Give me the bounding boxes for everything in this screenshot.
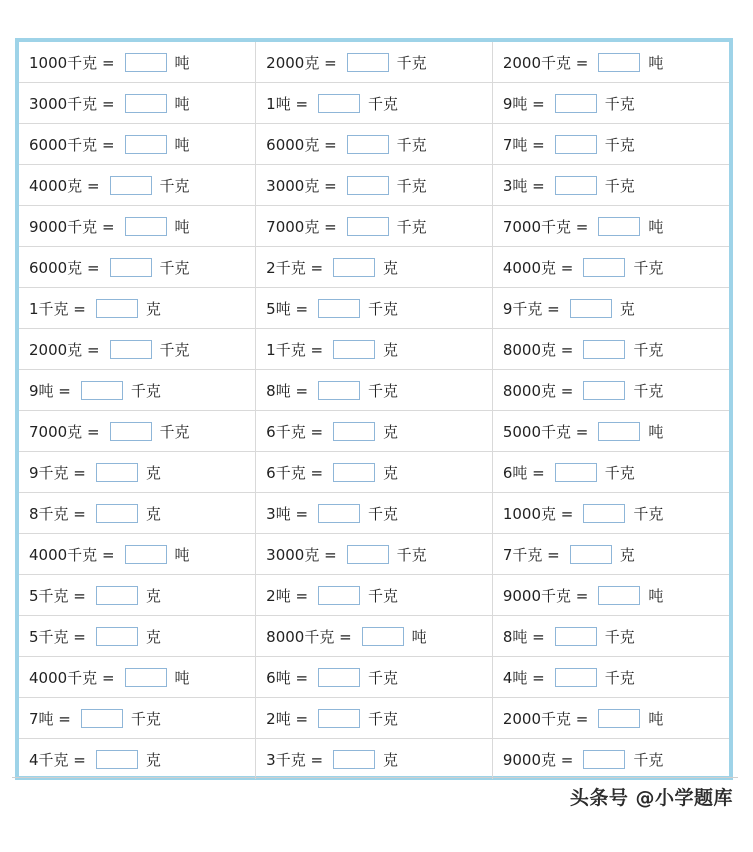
- problem-question: 2000千克 =: [502, 709, 589, 728]
- answer-box[interactable]: [583, 381, 625, 400]
- problem-unit: 吨: [174, 545, 190, 564]
- problem-cell: [256, 657, 493, 698]
- problem-cell: [256, 370, 493, 411]
- problem-question: 1千克 =: [266, 340, 324, 359]
- problem-question: 7千克 =: [502, 545, 560, 564]
- problem-question: 8吨 =: [502, 627, 545, 646]
- answer-box[interactable]: [333, 422, 375, 441]
- answer-box[interactable]: [96, 504, 138, 523]
- problem-cell: [256, 575, 493, 616]
- problem-question: 5000千克 =: [502, 422, 589, 441]
- answer-box[interactable]: [125, 217, 167, 236]
- answer-box[interactable]: [110, 340, 152, 359]
- problem-question: 1000千克 =: [29, 53, 115, 72]
- problem-question: 4吨 =: [502, 668, 545, 687]
- answer-box[interactable]: [555, 135, 597, 154]
- problem-unit: 吨: [174, 668, 190, 687]
- answer-box[interactable]: [125, 668, 167, 687]
- answer-box[interactable]: [598, 422, 640, 441]
- answer-box[interactable]: [598, 586, 640, 605]
- problem-question: 7000克 =: [29, 422, 100, 441]
- problem-cell: [19, 452, 256, 493]
- problem-question: 9000千克 =: [502, 586, 589, 605]
- answer-box[interactable]: [96, 750, 138, 769]
- problem-question: 5千克 =: [29, 586, 86, 605]
- answer-box[interactable]: [598, 709, 640, 728]
- problem-question: 7000克 =: [266, 217, 337, 236]
- problem-cell: [492, 575, 729, 616]
- answer-box[interactable]: [110, 258, 152, 277]
- problem-question: 7吨 =: [502, 135, 545, 154]
- table-row: [19, 493, 729, 534]
- problem-unit: 千克: [604, 94, 635, 113]
- problem-unit: 千克: [396, 545, 427, 564]
- problem-unit: 千克: [396, 217, 427, 236]
- problem-cell: [492, 206, 729, 247]
- table-row: [19, 247, 729, 288]
- table-row: [19, 616, 729, 657]
- problem-unit: 克: [383, 422, 399, 441]
- table-row: [19, 165, 729, 206]
- table-row: [19, 739, 729, 780]
- problem-unit: 克: [145, 750, 161, 769]
- table-row: [19, 42, 729, 83]
- problem-cell: [492, 83, 729, 124]
- problem-unit: 千克: [633, 340, 664, 359]
- problem-unit: 克: [383, 340, 399, 359]
- problem-cell: [492, 329, 729, 370]
- problem-unit: 千克: [604, 135, 635, 154]
- problem-unit: 吨: [174, 53, 190, 72]
- answer-box[interactable]: [555, 94, 597, 113]
- answer-box[interactable]: [570, 299, 612, 318]
- problem-cell: [256, 616, 493, 657]
- table-row: [19, 411, 729, 452]
- problem-cell: [256, 411, 493, 452]
- problem-unit: 吨: [648, 709, 664, 728]
- problem-question: 6000克 =: [29, 258, 100, 277]
- problem-unit: 千克: [159, 422, 190, 441]
- answer-box[interactable]: [347, 217, 389, 236]
- problem-unit: 千克: [604, 463, 635, 482]
- problem-unit: 吨: [174, 94, 190, 113]
- problem-unit: 千克: [633, 258, 664, 277]
- problem-cell: [256, 329, 493, 370]
- problem-question: 4000千克 =: [29, 545, 115, 564]
- problem-question: 9吨 =: [29, 381, 71, 400]
- problem-cell: [492, 616, 729, 657]
- problem-question: 6千克 =: [266, 463, 324, 482]
- problem-question: 9000千克 =: [29, 217, 115, 236]
- problem-cell: [19, 739, 256, 780]
- problem-cell: [492, 124, 729, 165]
- answer-box[interactable]: [125, 135, 167, 154]
- problem-question: 8000克 =: [502, 340, 574, 359]
- answer-box[interactable]: [347, 135, 389, 154]
- problem-unit: 克: [383, 750, 399, 769]
- table-row: [19, 83, 729, 124]
- problem-question: 5千克 =: [29, 627, 86, 646]
- problem-question: 9千克 =: [29, 463, 86, 482]
- problem-unit: 千克: [633, 504, 664, 523]
- answer-box[interactable]: [333, 750, 375, 769]
- answer-box[interactable]: [125, 94, 167, 113]
- problem-cell: [492, 493, 729, 534]
- answer-box[interactable]: [110, 176, 152, 195]
- problem-question: 9千克 =: [502, 299, 560, 318]
- problem-question: 3吨 =: [502, 176, 545, 195]
- problem-unit: 吨: [648, 586, 664, 605]
- problem-question: 8000克 =: [502, 381, 574, 400]
- problem-question: 4000克 =: [502, 258, 574, 277]
- problem-cell: [19, 657, 256, 698]
- problem-question: 4000千克 =: [29, 668, 115, 687]
- problem-cell: [492, 411, 729, 452]
- answer-box[interactable]: [555, 463, 597, 482]
- problem-unit: 千克: [368, 94, 399, 113]
- problem-cell: [492, 698, 729, 739]
- problem-question: 7000千克 =: [502, 217, 589, 236]
- answer-box[interactable]: [555, 627, 597, 646]
- table-row: [19, 329, 729, 370]
- problem-cell: [19, 616, 256, 657]
- problem-cell: [256, 534, 493, 575]
- answer-box[interactable]: [125, 53, 167, 72]
- conversion-table: [19, 42, 729, 779]
- problem-unit: 克: [619, 299, 635, 318]
- answer-box[interactable]: [583, 340, 625, 359]
- table-row: [19, 124, 729, 165]
- table-row: [19, 370, 729, 411]
- answer-box[interactable]: [362, 627, 404, 646]
- problem-unit: 吨: [411, 627, 427, 646]
- problem-cell: [492, 42, 729, 83]
- problem-unit: 千克: [368, 504, 399, 523]
- problem-cell: [256, 83, 493, 124]
- problem-question: 4千克 =: [29, 750, 86, 769]
- problem-question: 8000千克 =: [266, 627, 352, 646]
- answer-box[interactable]: [318, 586, 360, 605]
- problem-cell: [492, 247, 729, 288]
- table-row: [19, 206, 729, 247]
- problem-unit: 千克: [159, 340, 190, 359]
- problem-question: 2000千克 =: [502, 53, 589, 72]
- answer-box[interactable]: [318, 299, 360, 318]
- problem-unit: 克: [145, 463, 161, 482]
- problem-cell: [256, 124, 493, 165]
- answer-box[interactable]: [318, 709, 360, 728]
- problem-unit: 吨: [648, 217, 664, 236]
- problem-unit: 千克: [368, 709, 399, 728]
- problem-cell: [256, 452, 493, 493]
- answer-box[interactable]: [570, 545, 612, 564]
- answer-box[interactable]: [110, 422, 152, 441]
- problem-cell: [19, 698, 256, 739]
- problem-unit: 千克: [604, 176, 635, 195]
- problem-unit: 吨: [648, 422, 664, 441]
- problem-unit: 千克: [604, 668, 635, 687]
- problem-cell: [492, 288, 729, 329]
- answer-box[interactable]: [583, 504, 625, 523]
- problem-unit: 千克: [130, 709, 161, 728]
- problem-question: 3千克 =: [266, 750, 324, 769]
- problem-cell: [19, 124, 256, 165]
- problem-question: 6吨 =: [502, 463, 545, 482]
- problem-unit: 千克: [633, 381, 664, 400]
- answer-box[interactable]: [333, 340, 375, 359]
- answer-box[interactable]: [583, 750, 625, 769]
- problem-question: 3吨 =: [266, 504, 309, 523]
- problem-cell: [19, 165, 256, 206]
- problem-cell: [256, 288, 493, 329]
- problem-unit: 克: [145, 627, 161, 646]
- problem-unit: 克: [145, 586, 161, 605]
- problem-cell: [492, 452, 729, 493]
- problem-cell: [19, 329, 256, 370]
- table-row: [19, 452, 729, 493]
- answer-box[interactable]: [598, 217, 640, 236]
- answer-box[interactable]: [333, 463, 375, 482]
- problem-unit: 千克: [368, 586, 399, 605]
- problem-cell: [256, 42, 493, 83]
- problem-question: 6000克 =: [266, 135, 337, 154]
- problem-question: 1吨 =: [266, 94, 309, 113]
- problem-cell: [256, 247, 493, 288]
- problem-cell: [19, 411, 256, 452]
- answer-box[interactable]: [318, 94, 360, 113]
- problem-unit: 克: [145, 504, 161, 523]
- problem-question: 2吨 =: [266, 586, 309, 605]
- answer-box[interactable]: [347, 545, 389, 564]
- problem-cell: [19, 370, 256, 411]
- problem-question: 2吨 =: [266, 709, 309, 728]
- problem-cell: [19, 534, 256, 575]
- problem-unit: 千克: [159, 258, 190, 277]
- problem-cell: [19, 42, 256, 83]
- answer-box[interactable]: [81, 709, 123, 728]
- problem-cell: [492, 370, 729, 411]
- problem-cell: [19, 575, 256, 616]
- answer-box[interactable]: [125, 545, 167, 564]
- table-row: [19, 698, 729, 739]
- problem-unit: 千克: [130, 381, 161, 400]
- problem-question: 8千克 =: [29, 504, 86, 523]
- answer-box[interactable]: [318, 504, 360, 523]
- problem-question: 1000克 =: [502, 504, 574, 523]
- problem-cell: [256, 698, 493, 739]
- problem-question: 1千克 =: [29, 299, 86, 318]
- problem-question: 3000克 =: [266, 176, 337, 195]
- problem-question: 9000克 =: [502, 750, 574, 769]
- problem-unit: 吨: [174, 135, 190, 154]
- answer-box[interactable]: [96, 463, 138, 482]
- answer-box[interactable]: [96, 586, 138, 605]
- bottom-divider: [12, 777, 738, 778]
- problem-cell: [19, 493, 256, 534]
- answer-box[interactable]: [96, 299, 138, 318]
- problem-cell: [492, 657, 729, 698]
- problem-cell: [19, 288, 256, 329]
- problem-unit: 克: [383, 258, 399, 277]
- table-row: [19, 288, 729, 329]
- problem-question: 2千克 =: [266, 258, 324, 277]
- watermark-text: 头条号 @小学题库: [569, 787, 733, 809]
- problem-unit: 千克: [368, 381, 399, 400]
- problem-question: 8吨 =: [266, 381, 309, 400]
- answer-box[interactable]: [555, 668, 597, 687]
- problem-cell: [492, 534, 729, 575]
- problem-unit: 千克: [396, 176, 427, 195]
- problem-question: 7吨 =: [29, 709, 71, 728]
- answer-box[interactable]: [598, 53, 640, 72]
- problem-question: 6吨 =: [266, 668, 309, 687]
- problem-cell: [492, 739, 729, 780]
- problem-unit: 千克: [604, 627, 635, 646]
- problem-cell: [19, 247, 256, 288]
- problem-question: 6千克 =: [266, 422, 324, 441]
- problem-question: 4000克 =: [29, 176, 100, 195]
- problem-question: 9吨 =: [502, 94, 545, 113]
- problem-unit: 克: [145, 299, 161, 318]
- problem-unit: 千克: [633, 750, 664, 769]
- problem-cell: [19, 206, 256, 247]
- table-row: [19, 657, 729, 698]
- problem-cell: [256, 739, 493, 780]
- problem-unit: 千克: [368, 668, 399, 687]
- problem-question: 3000千克 =: [29, 94, 115, 113]
- answer-box[interactable]: [96, 627, 138, 646]
- problem-question: 3000克 =: [266, 545, 337, 564]
- answer-box[interactable]: [81, 381, 123, 400]
- problem-cell: [19, 83, 256, 124]
- problem-question: 2000克 =: [266, 53, 337, 72]
- answer-box[interactable]: [347, 53, 389, 72]
- problem-cell: [256, 493, 493, 534]
- table-row: [19, 575, 729, 616]
- problem-unit: 千克: [368, 299, 399, 318]
- problem-unit: 千克: [396, 53, 427, 72]
- problem-unit: 吨: [648, 53, 664, 72]
- problem-unit: 吨: [174, 217, 190, 236]
- problem-cell: [256, 165, 493, 206]
- problem-unit: 克: [383, 463, 399, 482]
- answer-box[interactable]: [583, 258, 625, 277]
- table-row: [19, 534, 729, 575]
- problem-question: 6000千克 =: [29, 135, 115, 154]
- worksheet-frame: [15, 38, 733, 780]
- answer-box[interactable]: [333, 258, 375, 277]
- answer-box[interactable]: [555, 176, 597, 195]
- problem-cell: [492, 165, 729, 206]
- problem-question: 5吨 =: [266, 299, 309, 318]
- answer-box[interactable]: [318, 668, 360, 687]
- answer-box[interactable]: [347, 176, 389, 195]
- answer-box[interactable]: [318, 381, 360, 400]
- problem-unit: 千克: [396, 135, 427, 154]
- problem-cell: [256, 206, 493, 247]
- problem-unit: 克: [619, 545, 635, 564]
- problem-unit: 千克: [159, 176, 190, 195]
- problem-question: 2000克 =: [29, 340, 100, 359]
- conversion-table-body: [19, 42, 729, 779]
